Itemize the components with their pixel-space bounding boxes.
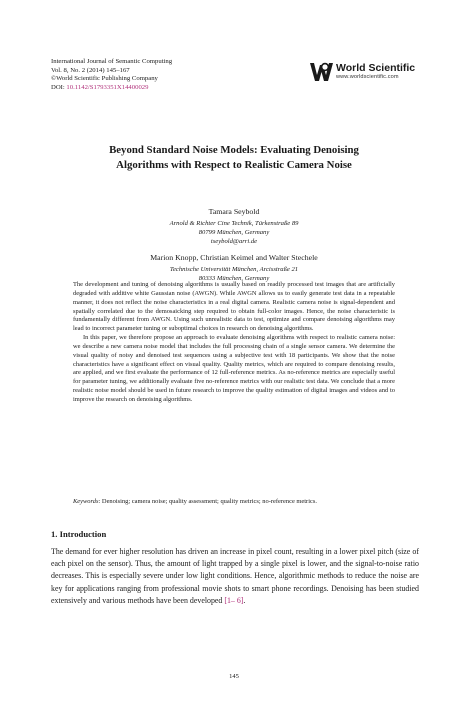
journal-info: [51, 58, 172, 92]
page-number: 145: [229, 673, 239, 680]
introduction-text-end: .: [243, 595, 246, 605]
abstract-paragraph-2: In this paper, we therefore propose an approach to evaluate denoising algorithms with respect to realistic camera noise: we describe a new camera noise model that includes the full processing chain of a single sensor camera. We determine the visual quality of noisy and denoised test sequences using a subjective test with 18 participants. We show that the noise characteristics have a significant effect on visual quality. Quality metrics, which are required to compare denoising results, are applied, and we first evaluate the performance of 12 full-reference metrics. As no-reference metrics are especially useful for parameter tuning, we additionally evaluate five no-reference metrics with our realistic test data. We conclude that a more realistic noise model should be used in future research to improve the quality estimation of digital images and videos and to improve the research on denoising algorithms.: [73, 334, 395, 403]
abstract: [73, 281, 395, 405]
introduction-body: [51, 546, 419, 607]
coauthor-names: Marion Knopp, Christian Keimel and Walter Stechele: [150, 253, 318, 262]
paper-title: [40, 143, 428, 172]
title-line-2: Algorithms with Respect to Realistic Camera Noise: [116, 158, 352, 171]
affiliation-line-2: 80799 München, Germany: [198, 228, 270, 236]
world-scientific-logo-icon: [309, 60, 335, 84]
logo-url: www.worldscientific.com: [336, 74, 399, 80]
keywords-text: : Denoising; camera noise; quality assessment; quality metrics; no-reference metrics.: [98, 498, 317, 505]
introduction-paragraph: [51, 546, 419, 607]
title-line-1: Beyond Standard Noise Models: Evaluating Denoising: [109, 144, 359, 156]
journal-name: International Journal of Semantic Computing: [51, 58, 173, 65]
author-affiliation: [40, 220, 428, 246]
introduction-text: The demand for ever higher resolution has driven an increase in pixel count, resulting in a lower pixel pitch (size of each pixel on the sensor). Thus, the amount of light trapped by a single pixel is lower, and the signal-to-noise ratio decreases. This is especially severe under low light conditions. Hence, algorithmic methods to reduce the noise are key for applications ranging from professional movie shots to smart phone recordings. Denoising has been studied extensively and various methods have been developed: [51, 547, 419, 605]
doi-link[interactable]: 10.1142/S1793351X14400029: [66, 83, 149, 91]
doi-prefix: DOI:: [51, 83, 67, 91]
journal-volume: Vol. 8, No. 2 (2014) 145–167: [51, 66, 130, 74]
logo-name: World Scientific: [336, 62, 416, 74]
world-scientific-logo: [309, 60, 419, 86]
journal-publisher: ©World Scientific Publishing Company: [51, 75, 158, 83]
section-heading-introduction: 1. Introduction: [51, 529, 107, 539]
author-name: Tamara Seybold: [208, 207, 260, 216]
keywords: [73, 498, 395, 507]
abstract-paragraph-1: The development and tuning of denoising algorithms is usually based on readily processed test images that are artificially degraded with additive white Gaussian noise (AWGN). While AWGN allows us to easily generate test data in a repeatable manner, it does not reflect the noise characteristics in a real digital camera. Realistic camera noise is signal-dependent and spatially correlated due to the demosaicking step required to obtain full-color images. Hence, the noise characteristic is fundamentally different from AWGN. Using such unrealistic data to test, optimize and compare denoising algorithms may lead to incorrect parameter tuning or suboptimal choices in research on denoising algorithms.: [73, 281, 395, 333]
coauthor-affiliation-line-2: 80333 München, Germany: [198, 274, 270, 282]
affiliation-line-1: Arnold & Richter Cine Technik, Türkenstraße 89: [169, 220, 299, 227]
citation-link[interactable]: [1– 6]: [224, 595, 244, 605]
author-email: tseybold@arri.de: [210, 237, 258, 245]
journal-doi: [51, 84, 172, 93]
keywords-label: Keywords: [73, 498, 99, 505]
coauthor-affiliation-line-1: Technische Universität München, Arcisstraße 21: [169, 266, 299, 273]
